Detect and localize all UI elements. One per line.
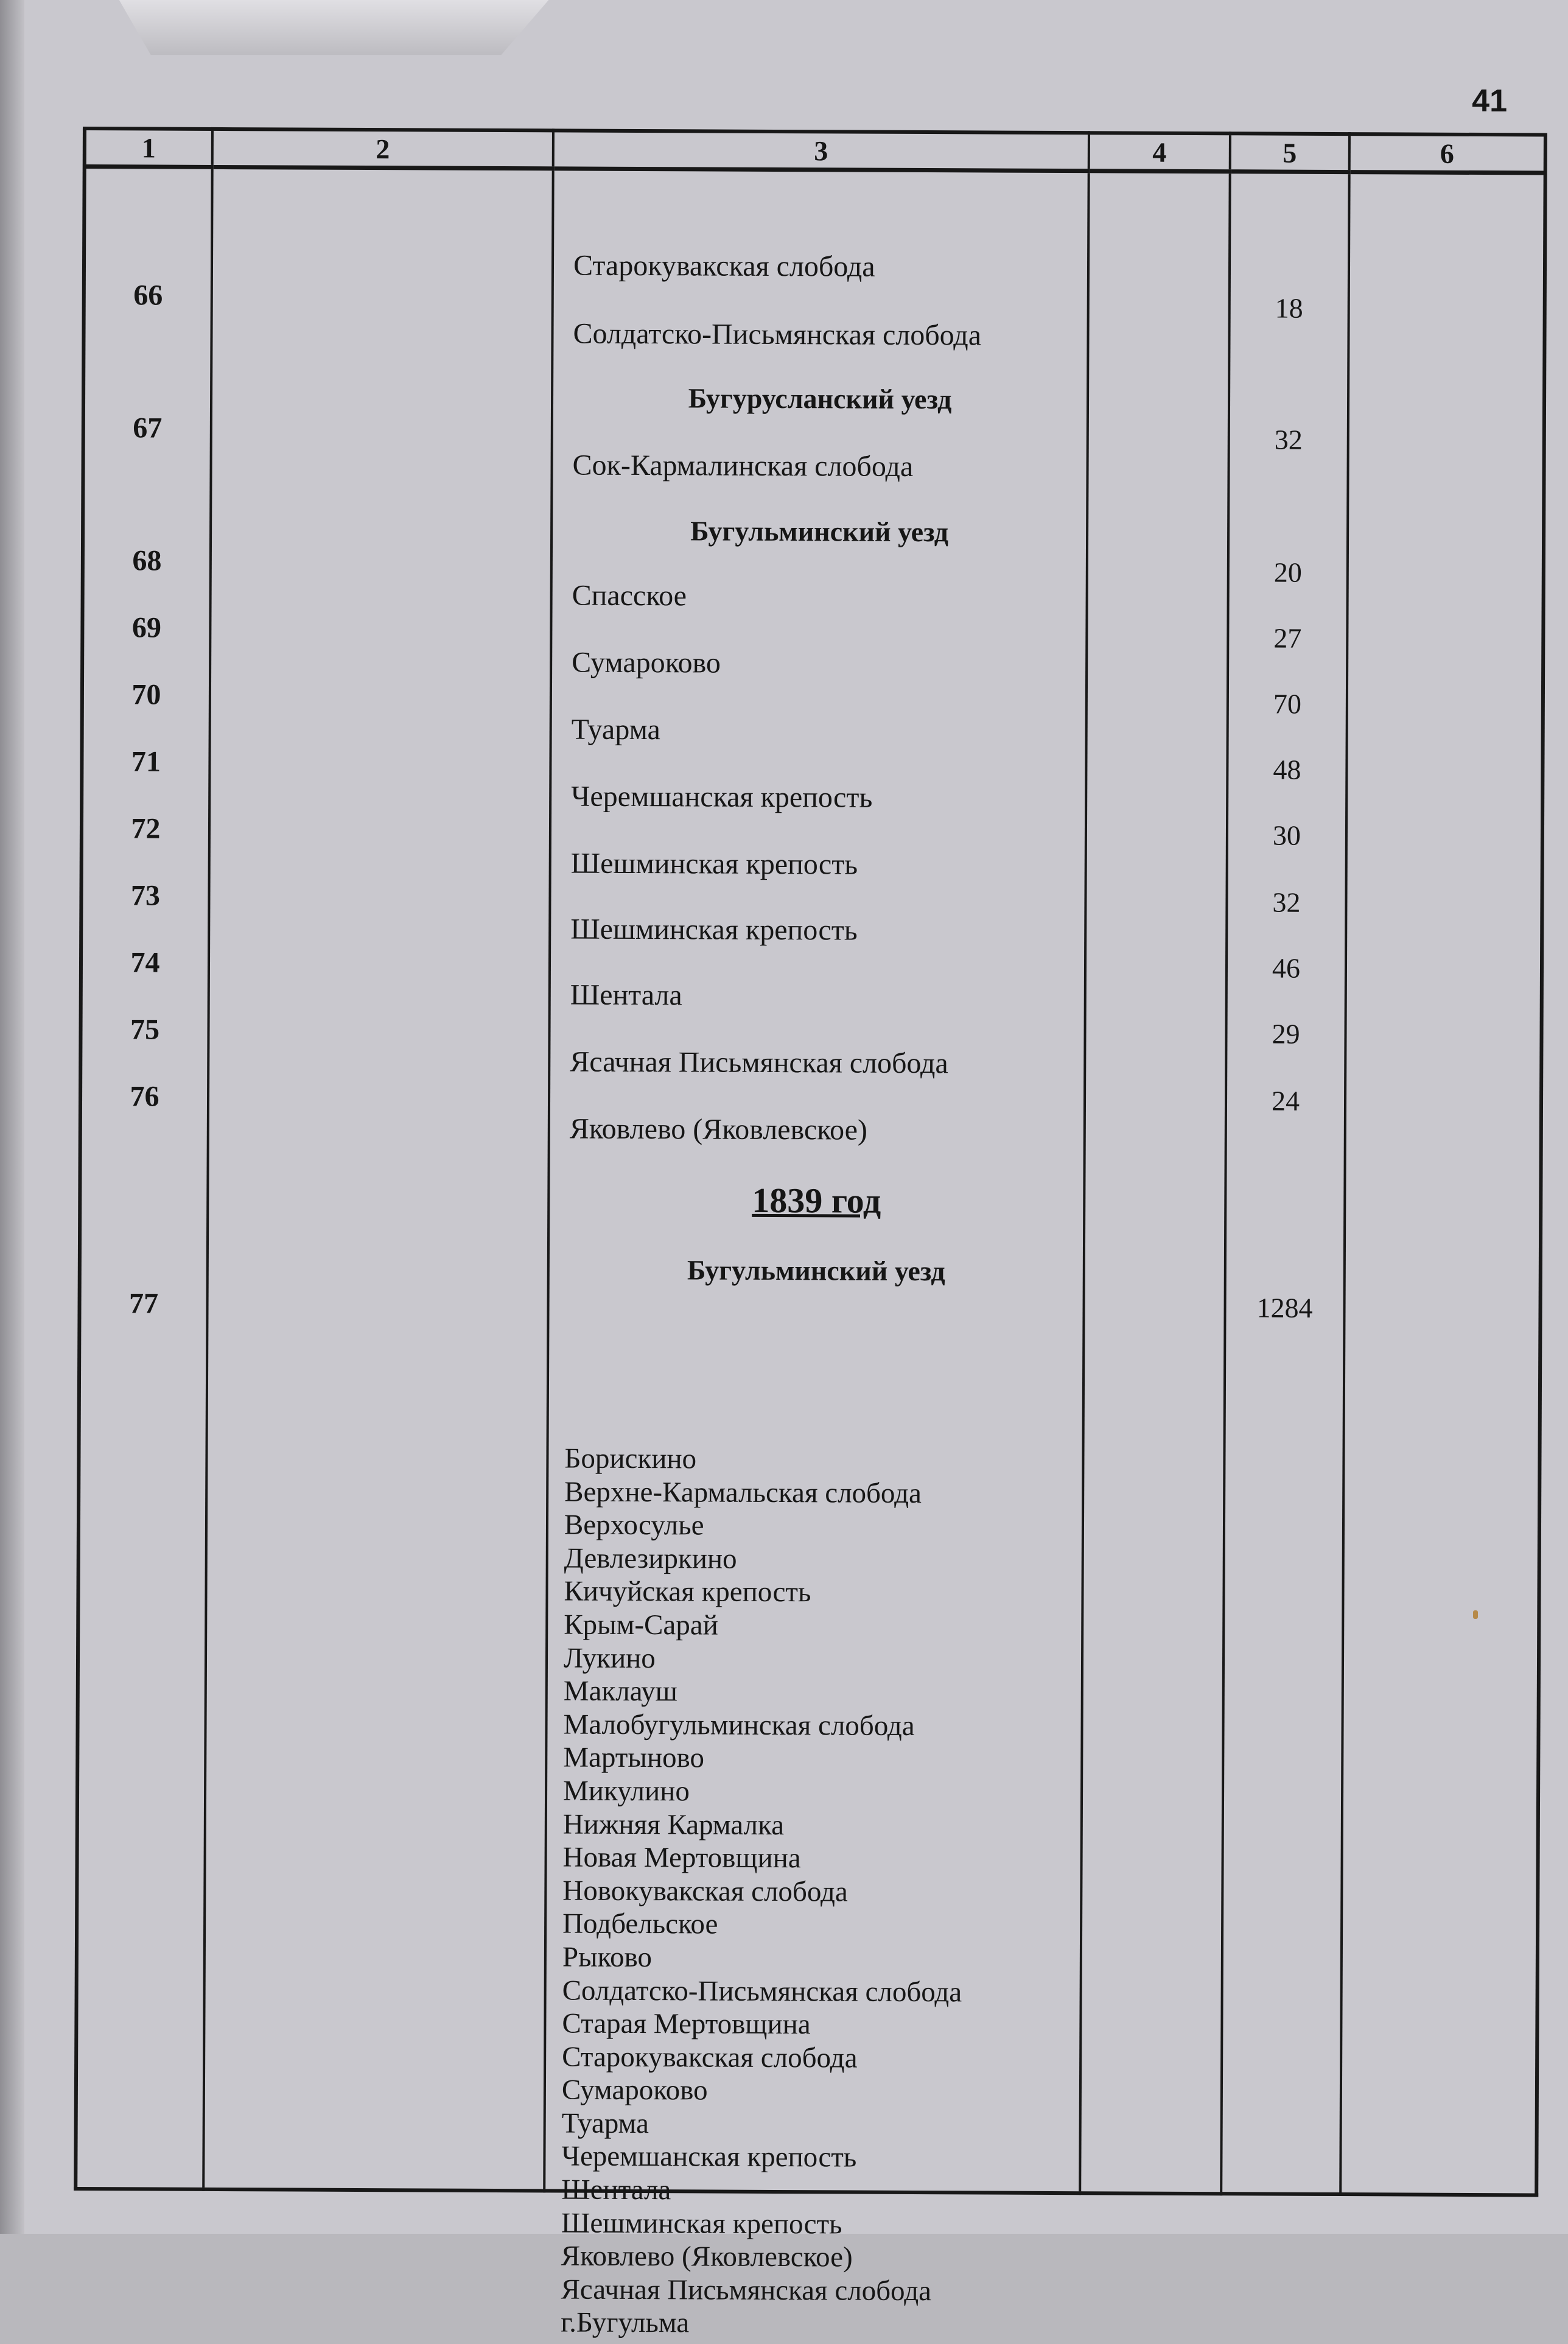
year-heading: 1839 год [752,1180,881,1221]
list-item: Ясачная Письмянская слобода [561,2273,932,2307]
list-item: Девлезиркино [564,1542,737,1575]
locality: Солдатско-Письмянская слобода [573,317,982,352]
list-item: Сумароково [561,2074,708,2107]
locality: Сок-Кармалинская слобода [572,449,914,483]
district-heading: Бугульминский уезд [687,1254,945,1287]
count-column [1221,172,1349,2194]
binding-fold [0,0,24,2234]
count-value: 32 [1272,886,1301,918]
locality: Спасское [572,579,687,612]
entry-number: 72 [131,812,161,845]
count-value: 48 [1273,754,1301,785]
count-value: 29 [1272,1018,1300,1050]
list-item: Рыково [562,1941,653,1974]
list-item: Новая Мертовщина [562,1841,801,1875]
list-item: Яковлево (Яковлевское) [561,2240,853,2273]
count-value: 18 [1275,292,1303,324]
list-item: Старая Мертовщина [562,2007,811,2041]
entry-number: 69 [131,611,162,644]
list-item: Шентала [561,2174,671,2206]
entry-number: 66 [133,279,163,312]
count-value: 30 [1272,819,1301,851]
locality: Старокувакская слобода [573,249,875,283]
count-value: 20 [1273,556,1302,588]
list-item: г.Бугульма [561,2306,690,2339]
entry-number: 73 [130,879,161,912]
count-value: 1284 [1256,1292,1313,1324]
entry-number: 71 [131,745,161,778]
locality-column [544,169,1088,2339]
list-item: Кичуйская крепость [564,1575,811,1609]
column-header-2: 2 [212,129,553,169]
document-page [24,0,1568,2339]
list-item: Новокувакская слобода [562,1875,848,1908]
count-value: 27 [1273,622,1302,654]
list-item: Мартыново [563,1741,705,1774]
list-item: Верхне-Кармальская слобода [564,1476,922,1509]
locality: Шентала [570,978,682,1012]
locality: Шешминская крепость [570,847,858,881]
entry-number: 74 [130,946,160,979]
locality: Туарма [571,713,661,746]
table-header-row [85,128,1545,173]
register-table [74,127,1547,2339]
locality: Сумароково [572,646,721,679]
list-item: Борискино [564,1442,697,1475]
locality: Шешминская крепость [570,913,858,947]
list-item: Шешминская крепость [561,2207,842,2240]
entry-number: 70 [131,678,161,711]
count-value: 24 [1271,1085,1300,1117]
column-header-4: 4 [1089,133,1230,172]
column-6-cell [1340,172,1545,2195]
binder-clip [116,0,554,55]
district-heading: Бугурусланский уезд [688,382,952,415]
entry-number: 68 [132,544,162,577]
paper-speck [1473,1610,1478,1619]
locality: Ясачная Письмянская слобода [570,1045,948,1080]
list-item: Маклауш [563,1675,678,1708]
entry-number: 77 [128,1287,159,1320]
list-item: Солдатско-Письмянская слобода [562,1974,962,2008]
district-heading: Бугульминский уезд [690,515,949,548]
count-value: 46 [1272,952,1301,984]
list-item: Черемшанская крепость [561,2140,857,2174]
column-4-cell [1080,171,1230,2194]
entry-number: 67 [133,412,163,444]
entry-number: 76 [130,1080,159,1113]
list-item: Туарма [561,2107,649,2139]
list-item: Верхосулье [564,1509,704,1542]
column-header-6: 6 [1349,134,1545,173]
column-header-3: 3 [553,130,1089,170]
count-value: 32 [1274,424,1303,455]
list-item: Крым-Сарай [564,1609,718,1641]
column-header-1: 1 [85,128,212,167]
list-item: Лукино [563,1642,656,1674]
column-header-5: 5 [1230,133,1349,172]
list-item: Старокувакская слобода [562,2041,858,2074]
entry-number: 75 [130,1013,160,1046]
list-item: Нижняя Кармалка [562,1808,785,1841]
list-item: Подбельское [562,1907,718,1940]
count-value: 70 [1273,688,1301,720]
page-number: 41 [1472,83,1507,119]
list-item: Малобугульминская слобода [563,1708,915,1742]
list-item: Микулино [562,1775,690,1808]
table-body-row [75,167,1545,2195]
entry-number-column [75,167,212,2189]
locality: Черемшанская крепость [571,780,873,814]
column-2-cell [203,167,553,2191]
locality: Яковлево (Яковлевское) [569,1112,868,1146]
locality-list [561,1442,964,2341]
